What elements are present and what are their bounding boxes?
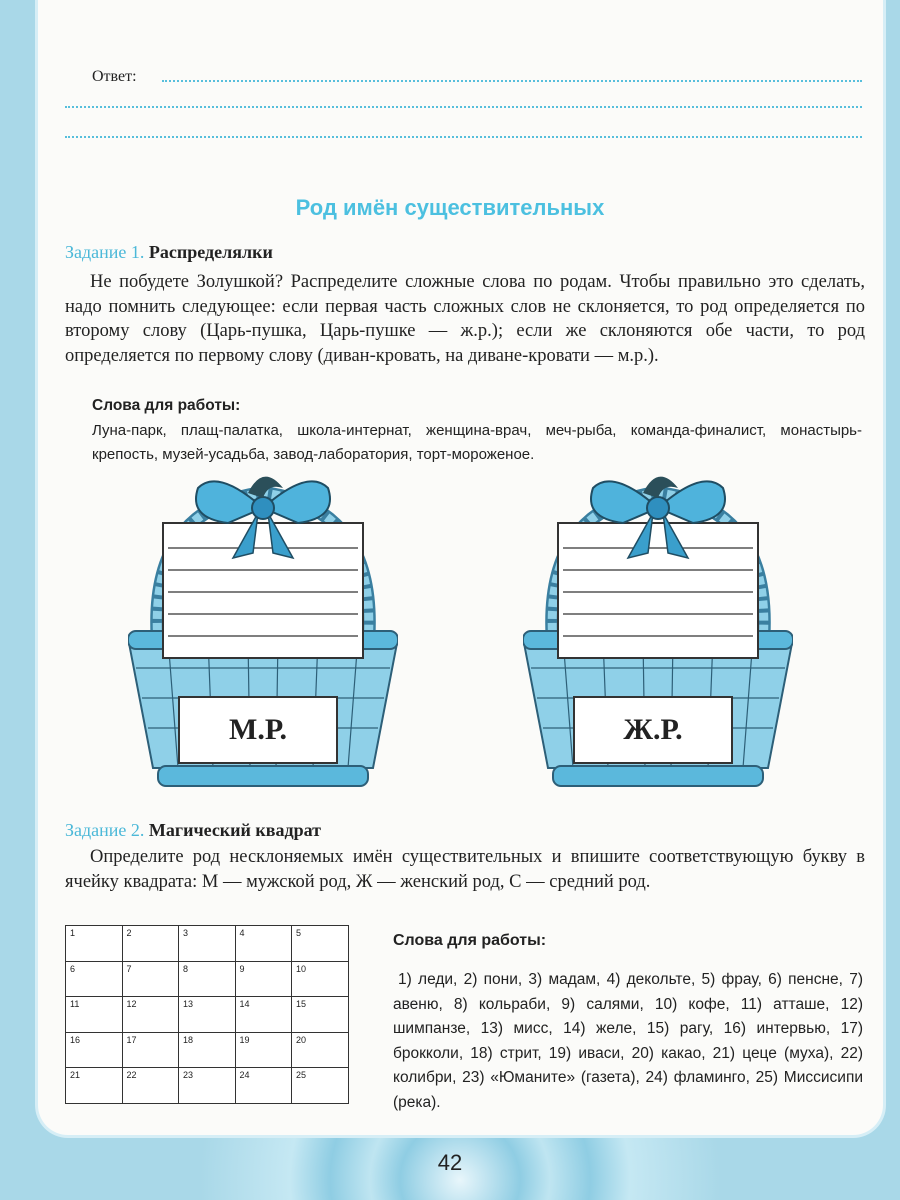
magic-square: [65, 925, 349, 1104]
grid-cell[interactable]: 11: [66, 997, 123, 1033]
section-title: Род имён существительных: [295, 195, 605, 220]
grid-cell[interactable]: 12: [122, 997, 179, 1033]
answer-label: Ответ:: [92, 68, 137, 85]
grid-cell[interactable]: 25: [292, 1068, 349, 1104]
grid-cell[interactable]: 18: [179, 1032, 236, 1068]
task2-words-label: Слова для работы:: [393, 932, 547, 949]
grid-cell[interactable]: 1: [66, 926, 123, 962]
task-name: Распределялки: [148, 242, 273, 262]
grid-cell[interactable]: 17: [122, 1032, 179, 1068]
basket-label: М.Р.: [178, 696, 338, 764]
task2-heading: [65, 820, 321, 841]
task1-heading: [65, 242, 273, 263]
answer-line[interactable]: [65, 106, 862, 108]
grid-row: [66, 961, 349, 997]
task1-words: Луна-парк, плащ-палатка, школа-интернат, женщина-врач, меч-рыба, команда-финалист, монастырь-крепость, музей-усадьба, завод-лаборатория, торт-мороженое.: [92, 422, 862, 463]
grid-cell[interactable]: 23: [179, 1068, 236, 1104]
grid-cell[interactable]: 8: [179, 961, 236, 997]
basket-masculine: [128, 468, 398, 798]
answer-line[interactable]: [65, 136, 862, 138]
grid-cell[interactable]: 15: [292, 997, 349, 1033]
grid-cell[interactable]: 10: [292, 961, 349, 997]
grid-cell[interactable]: 6: [66, 961, 123, 997]
task2-words: 1) леди, 2) пони, 3) мадам, 4) декольте, 5) фрау, 6) пенсне, 7) авеню, 8) кольраби, 9) салями, 10) кофе, 11) атташе, 12) шимпанзе, 13) мисс, 14) желе, 15) рагу, 16) интервью, 17) брокколи, 18) стрит, 19) иваси, 20) какао, 21) цеце (муха), 22) колибри, 23) «Юманите» (газета), 24) фламинго, 25) Миссисипи (река).: [393, 971, 863, 1111]
page-number: 42: [437, 1150, 463, 1175]
basket-feminine: [523, 468, 793, 798]
task-number: Задание 2.: [65, 820, 145, 840]
task-number: Задание 1.: [65, 242, 145, 262]
task-name: Магический квадрат: [148, 820, 322, 840]
grid-row: [66, 997, 349, 1033]
grid-cell[interactable]: 4: [235, 926, 292, 962]
grid-row: [66, 926, 349, 962]
grid-cell[interactable]: 2: [122, 926, 179, 962]
grid-cell[interactable]: 16: [66, 1032, 123, 1068]
grid-cell[interactable]: 24: [235, 1068, 292, 1104]
grid-cell[interactable]: 19: [235, 1032, 292, 1068]
grid-cell[interactable]: 9: [235, 961, 292, 997]
grid-cell[interactable]: 22: [122, 1068, 179, 1104]
grid-cell[interactable]: 21: [66, 1068, 123, 1104]
grid-cell[interactable]: 13: [179, 997, 236, 1033]
grid-row: [66, 1032, 349, 1068]
grid-cell[interactable]: 3: [179, 926, 236, 962]
answer-line[interactable]: [162, 80, 862, 82]
grid-cell[interactable]: 7: [122, 961, 179, 997]
task2-text: Определите род несклоняемых имён существительных и впишите соответствующую букву в ячейку квадрата: М — мужской род, Ж — женский род, С — средний род.: [65, 847, 865, 892]
grid-cell[interactable]: 20: [292, 1032, 349, 1068]
grid-row: [66, 1068, 349, 1104]
task1-text: Не побудете Золушкой? Распределите сложные слова по родам. Чтобы правильно это сделать, надо помнить следующее: если первая часть сложных слов не склоняется, то род определяется по второму слову (Царь-пушка, Царь-пушке — ж.р.); если же склоняются обе части, то род определяется по первому слову (диван-кровать, на диване-кровати — м.р.).: [65, 272, 865, 366]
task1-words-label: Слова для работы:: [92, 397, 241, 414]
grid-cell[interactable]: 14: [235, 997, 292, 1033]
basket-label: Ж.Р.: [573, 696, 733, 764]
grid-cell[interactable]: 5: [292, 926, 349, 962]
